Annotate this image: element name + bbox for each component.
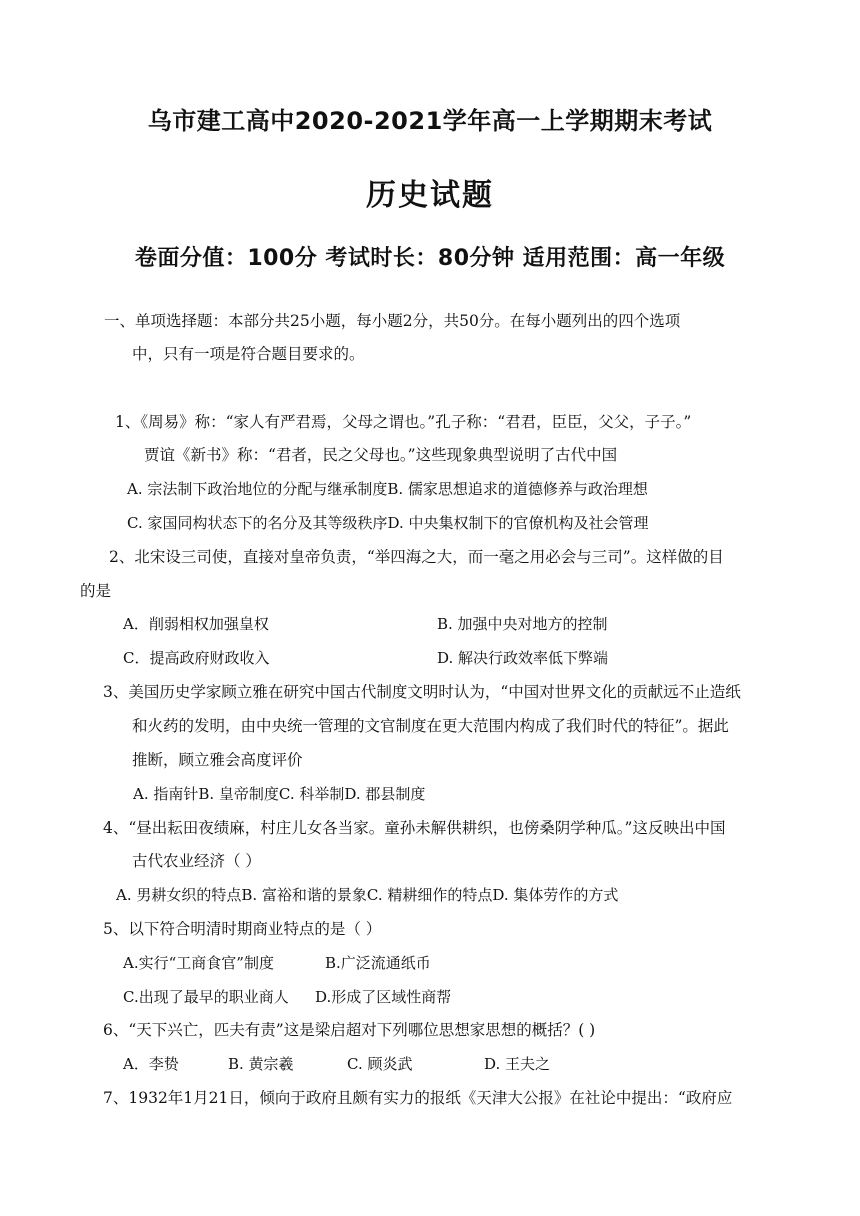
question-5-option-d: D.形成了区域性商帮 <box>315 988 452 1006</box>
question-2-stem-line1: 2、北宋设三司使，直接对皇帝负责，“举四海之大，而一毫之用必会与三司”。这样做的目 <box>109 548 724 566</box>
section-instruction-line2: 中，只有一项是符合题目要求的。 <box>132 345 365 363</box>
question-6-option-b: B. 黄宗羲 <box>228 1055 294 1073</box>
exam-info: 卷面分值：100分 考试时长：80分钟 适用范围：高一年级 <box>134 246 726 271</box>
question-4-stem-line2: 古代农业经济（ ） <box>132 852 261 870</box>
question-4-stem-line1: 4、“昼出耘田夜绩麻，村庄儿女各当家。童孙未解供耕织，也傍桑阴学种瓜。”这反映出中国 <box>103 819 726 837</box>
question-5-option-c: C.出现了最早的职业商人 <box>123 988 289 1006</box>
question-1-stem-line1: 1、《周易》称：“家人有严君焉，父母之谓也。”孔子称：“君君，臣臣，父父，子子。” <box>115 413 692 431</box>
question-1-options-ab: A. 宗法制下政治地位的分配与继承制度B. 儒家思想追求的道德修养与政治理想 <box>127 480 648 498</box>
question-5-option-b: B.广泛流通纸币 <box>325 954 431 972</box>
question-2-option-b: B. 加强中央对地方的控制 <box>437 615 608 633</box>
question-3-stem-line2: 和火药的发明，由中央统一管理的文官制度在更大范围内构成了我们时代的特征”。据此 <box>132 717 729 735</box>
question-3-options: A. 指南针B. 皇帝制度C. 科举制D. 郡县制度 <box>133 785 426 803</box>
question-6-option-d: D. 王夫之 <box>484 1055 551 1073</box>
question-1-options-cd: C. 家国同构状态下的名分及其等级秩序D. 中央集权制下的官僚机构及社会管理 <box>127 514 649 532</box>
question-1-stem-line2: 贾谊《新书》称：“君者，民之父母也。”这些现象典型说明了古代中国 <box>144 446 618 464</box>
section-instruction-line1: 一、单项选择题：本部分共25小题，每小题2分，共50分。在每小题列出的四个选项 <box>104 312 681 330</box>
question-5-option-a: A.实行“工商食官”制度 <box>123 954 274 972</box>
question-6-option-c: C. 顾炎武 <box>347 1055 413 1073</box>
question-3-stem-line1: 3、美国历史学家顾立雅在研究中国古代制度文明时认为，“中国对世界文化的贡献远不止造纸 <box>103 683 741 701</box>
question-3-stem-line3: 推断，顾立雅会高度评价 <box>132 751 303 769</box>
question-2-option-d: D. 解决行政效率低下弊端 <box>437 649 609 667</box>
question-4-options: A. 男耕女织的特点B. 富裕和谐的景象C. 精耕细作的特点D. 集体劳作的方式 <box>116 886 619 904</box>
question-6-option-a: A．李贽 <box>123 1055 179 1073</box>
question-2-option-a: A．削弱相权加强皇权 <box>123 615 269 633</box>
question-7-stem-line1: 7、1932年1月21日，倾向于政府且颇有实力的报纸《天津大公报》在社论中提出：“政府应 <box>103 1089 733 1107</box>
question-5-stem: 5、以下符合明清时期商业特点的是（ ） <box>103 920 382 938</box>
subject-title: 历史试题 <box>366 178 494 213</box>
school-exam-title: 乌市建工高中2020-2021学年高一上学期期末考试 <box>147 107 713 135</box>
question-6-stem: 6、“天下兴亡，匹夫有责”这是梁启超对下列哪位思想家思想的概括？( ) <box>103 1021 596 1039</box>
question-2-option-c: C．提高政府财政收入 <box>123 649 270 667</box>
question-2-stem-line2: 的是 <box>80 582 112 600</box>
